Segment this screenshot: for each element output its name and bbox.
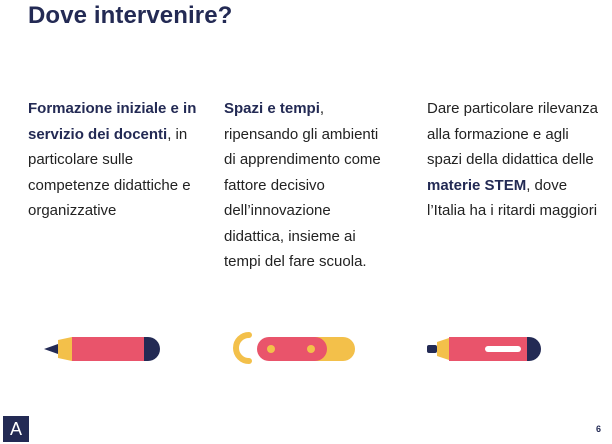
pencil-icon — [44, 336, 162, 362]
logo: A — [3, 416, 29, 442]
page-title: Dove intervenire? — [28, 2, 233, 29]
column-stem — [427, 96, 602, 224]
column-spaces-times — [224, 96, 394, 275]
marker-icon — [425, 336, 543, 362]
column-2-bold: Spazi e tempi — [224, 100, 320, 117]
page-number: 6 — [596, 424, 602, 434]
column-1-bold: Formazione iniziale e in servizio dei docenti — [28, 100, 197, 143]
column-1-text: , in particolare sulle competenze didattiche e organizzative — [28, 125, 191, 219]
column-teacher-training — [28, 96, 203, 224]
column-3-bold: materie STEM — [427, 176, 527, 194]
clip-icon — [233, 331, 357, 365]
column-3-text: , dove l’Italia ha i ritardi maggiori — [427, 176, 598, 219]
column-2-text: , ripensando gli ambienti di apprendimento come fattore decisivo dell’innovazione didattica, insieme ai tempi del fare scuola. — [224, 100, 381, 270]
column-3-pre: Dare particolare rilevanza alla formazione e agli spazi della didattica delle — [427, 100, 598, 168]
